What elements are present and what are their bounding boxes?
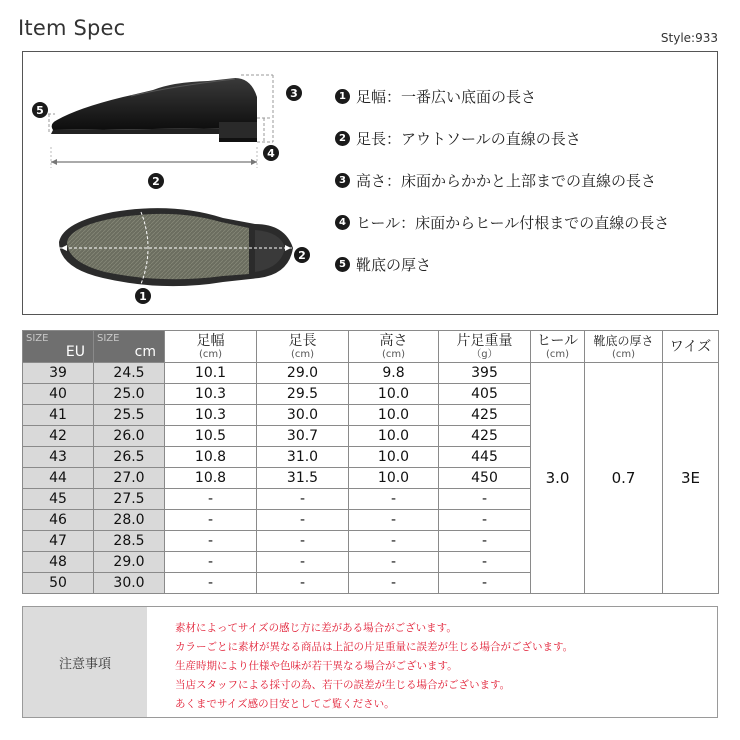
number-badge-icon: 4 [335, 215, 350, 230]
cell-eu: 43 [23, 447, 94, 468]
number-badge-icon: 3 [335, 173, 350, 188]
legend-item [335, 212, 715, 233]
marker-2-sole [294, 247, 310, 263]
shoe-illustration [23, 52, 333, 314]
page-title: Item Spec [18, 16, 126, 40]
cell-width: - [165, 573, 257, 594]
cell-width: 10.1 [165, 363, 257, 384]
cell-length: 31.5 [257, 468, 349, 489]
cell-cm: 25.5 [94, 405, 165, 426]
cell-cm: 28.5 [94, 531, 165, 552]
cell-height: - [349, 573, 439, 594]
notes-list [147, 607, 573, 717]
cell-length: - [257, 510, 349, 531]
note-line: 素材によってサイズの感じ方に差がある場合がございます。 [175, 622, 457, 634]
cell-eu: 39 [23, 363, 94, 384]
cell-cm: 25.0 [94, 384, 165, 405]
cell-eu: 48 [23, 552, 94, 573]
marker-4 [263, 145, 279, 161]
cell-height: 10.0 [349, 468, 439, 489]
cell-eu: 44 [23, 468, 94, 489]
note-line: 生産時期により仕様や色味が若干異なる場合がございます。 [175, 660, 458, 672]
cell-heel: 3.0 [531, 363, 585, 594]
cell-width: - [165, 552, 257, 573]
legend-text: 高さ：床面からかかと上部までの直線の長さ [356, 172, 657, 190]
legend-text: 足幅：一番広い底面の長さ [356, 88, 537, 106]
shoe-side-view [51, 78, 257, 142]
cell-width: 10.8 [165, 447, 257, 468]
cell-eu: 47 [23, 531, 94, 552]
cell-weight: - [439, 510, 531, 531]
table-row [23, 363, 719, 384]
cell-length: - [257, 573, 349, 594]
header-size-cm: SIZE cm [94, 331, 165, 363]
cell-cm: 26.5 [94, 447, 165, 468]
cell-cm: 29.0 [94, 552, 165, 573]
cell-length: - [257, 489, 349, 510]
cell-height: 10.0 [349, 426, 439, 447]
spec-diagram-box [22, 51, 718, 315]
cell-weight: 445 [439, 447, 531, 468]
cell-cm: 30.0 [94, 573, 165, 594]
header-wise: ワイズ [663, 331, 719, 363]
header-heel: ヒール (cm) [531, 331, 585, 363]
note-line: カラーごとに素材が異なる商品は上記の片足重量に誤差が生じる場合がございます。 [175, 641, 574, 653]
cell-width: 10.3 [165, 405, 257, 426]
cell-height: - [349, 531, 439, 552]
size-table-body [23, 363, 719, 594]
cell-weight: - [439, 531, 531, 552]
cell-height: 10.0 [349, 447, 439, 468]
measurement-legend [335, 86, 715, 296]
legend-text: 足長：アウトソールの直線の長さ [356, 130, 581, 148]
marker-2-side [148, 173, 164, 189]
cell-sole: 0.7 [585, 363, 663, 594]
cell-eu: 45 [23, 489, 94, 510]
cell-wise: 3E [663, 363, 719, 594]
cell-weight: - [439, 573, 531, 594]
cell-length: 31.0 [257, 447, 349, 468]
svg-text:3: 3 [290, 87, 298, 100]
svg-text:5: 5 [36, 104, 44, 117]
svg-text:1: 1 [139, 290, 147, 303]
cell-length: 29.0 [257, 363, 349, 384]
cell-length: 29.5 [257, 384, 349, 405]
cell-width: 10.8 [165, 468, 257, 489]
cell-width: - [165, 531, 257, 552]
cell-height: 10.0 [349, 405, 439, 426]
marker-5 [32, 102, 48, 118]
cell-weight: 425 [439, 426, 531, 447]
cell-height: 9.8 [349, 363, 439, 384]
cell-weight: - [439, 489, 531, 510]
cell-length: - [257, 552, 349, 573]
legend-item [335, 86, 715, 107]
cell-eu: 46 [23, 510, 94, 531]
cell-cm: 28.0 [94, 510, 165, 531]
cell-cm: 27.0 [94, 468, 165, 489]
cell-length: 30.0 [257, 405, 349, 426]
cell-height: 10.0 [349, 384, 439, 405]
marker-3 [286, 85, 302, 101]
cell-eu: 42 [23, 426, 94, 447]
cell-eu: 50 [23, 573, 94, 594]
header-size-eu: SIZE EU [23, 331, 94, 363]
cell-width: 10.5 [165, 426, 257, 447]
number-badge-icon: 1 [335, 89, 350, 104]
cell-cm: 26.0 [94, 426, 165, 447]
cell-weight: 395 [439, 363, 531, 384]
svg-text:2: 2 [298, 249, 306, 262]
cell-width: 10.3 [165, 384, 257, 405]
legend-text: 靴底の厚さ [356, 256, 432, 274]
cell-height: - [349, 552, 439, 573]
cell-height: - [349, 489, 439, 510]
number-badge-icon: 5 [335, 257, 350, 272]
legend-text: ヒール：床面からヒール付根までの直線の長さ [356, 214, 670, 232]
cell-length: 30.7 [257, 426, 349, 447]
legend-item [335, 128, 715, 149]
marker-1 [135, 288, 151, 304]
header-sole: 靴底の厚さ (cm) [585, 331, 663, 363]
legend-item [335, 254, 715, 275]
cell-weight: 425 [439, 405, 531, 426]
number-badge-icon: 2 [335, 131, 350, 146]
shoe-sole-view [59, 208, 293, 286]
cell-weight: 450 [439, 468, 531, 489]
cell-cm: 27.5 [94, 489, 165, 510]
cell-weight: - [439, 552, 531, 573]
header-length: 足長 (cm) [257, 331, 349, 363]
notes-label: 注意事項 [23, 607, 147, 717]
notes-box [22, 606, 718, 718]
cell-cm: 24.5 [94, 363, 165, 384]
header-height: 高さ (cm) [349, 331, 439, 363]
header-width: 足幅 (cm) [165, 331, 257, 363]
cell-eu: 40 [23, 384, 94, 405]
svg-text:2: 2 [152, 175, 160, 188]
svg-text:4: 4 [267, 147, 275, 160]
cell-width: - [165, 489, 257, 510]
legend-item [335, 170, 715, 191]
note-line: あくまでサイズ感の目安としてご覧ください。 [175, 698, 395, 710]
cell-width: - [165, 510, 257, 531]
style-code: Style:933 [660, 31, 718, 45]
cell-height: - [349, 510, 439, 531]
header-weight: 片足重量 （g） [439, 331, 531, 363]
cell-length: - [257, 531, 349, 552]
cell-weight: 405 [439, 384, 531, 405]
size-table [22, 330, 719, 594]
cell-eu: 41 [23, 405, 94, 426]
note-line: 当店スタッフによる採寸の為、若干の誤差が生じる場合がございます。 [175, 679, 511, 691]
